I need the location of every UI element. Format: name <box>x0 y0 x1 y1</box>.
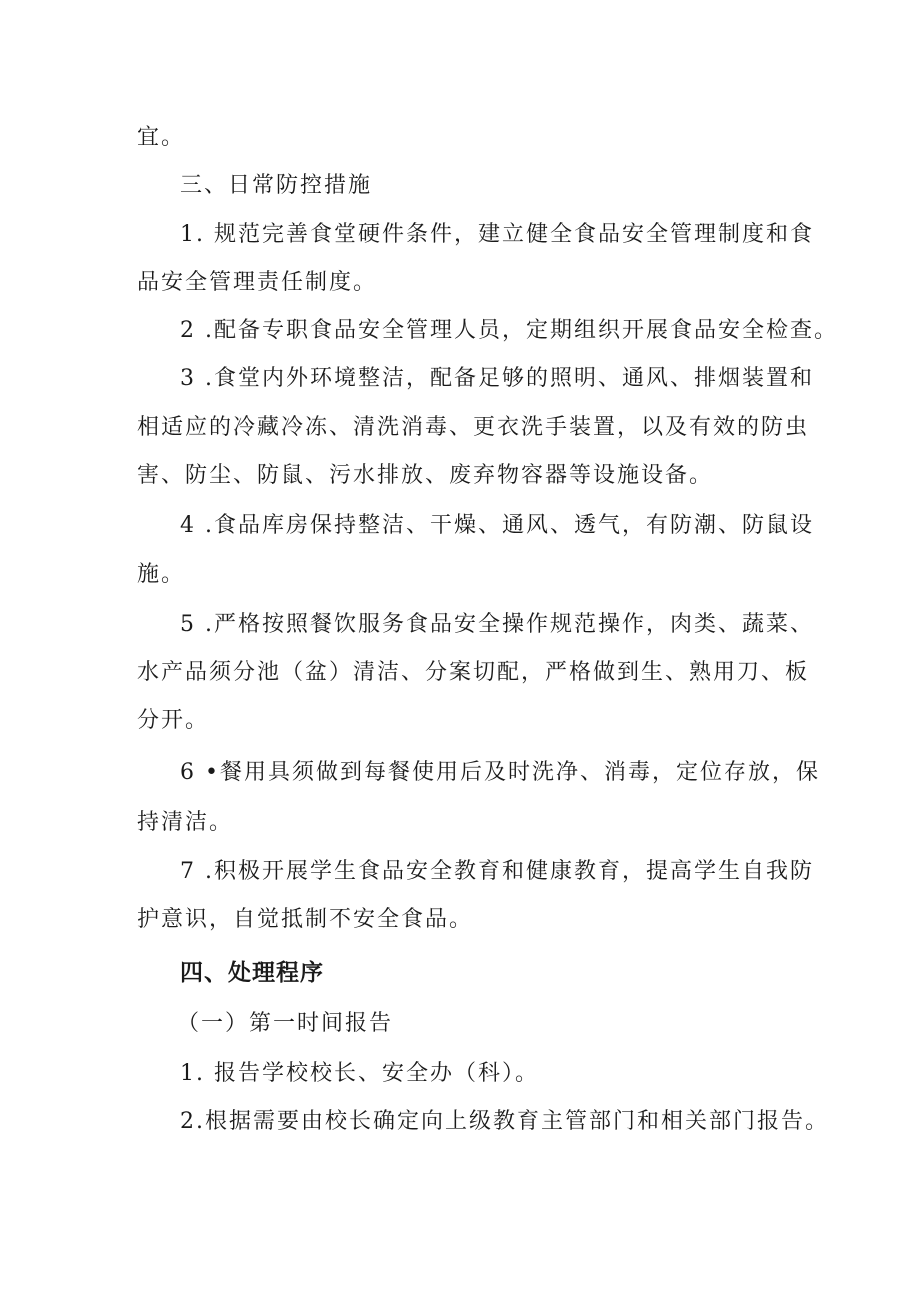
item-6-line-1: 6 •餐用具须做到每餐使用后及时洗净、消毒，定位存放，保 <box>180 760 820 785</box>
item-1-line-1: 1. 规范完善食堂硬件条件，建立健全食品安全管理制度和食 <box>180 222 814 247</box>
section-heading-procedure: 四、处理程序 <box>180 960 324 986</box>
subsection-heading-first-report: （一）第一时间报告 <box>177 1011 394 1036</box>
item-3-line-3: 害、防尘、防鼠、污水排放、废弃物容器等设施设备。 <box>137 463 714 488</box>
procedure-item-1: 1. 报告学校校长、安全办（科）。 <box>180 1061 539 1086</box>
item-5-line-2: 水产品须分池（盆）清洁、分案切配，严格做到生、熟用刀、板 <box>137 660 810 685</box>
item-3-line-1: 3 .食堂内外环境整洁，配备足够的照明、通风、排烟装置和 <box>180 366 814 391</box>
item-2-line-1: 2 .配备专职食品安全管理人员，定期组织开展食品安全检查。 <box>180 318 838 343</box>
item-1-line-2: 品安全管理责任制度。 <box>137 270 378 295</box>
item-4-line-1: 4 .食品库房保持整洁、干燥、通风、透气，有防潮、防鼠设 <box>180 513 814 538</box>
section-heading-daily-prevention: 三、日常防控措施 <box>180 173 373 198</box>
item-5-line-3: 分开。 <box>137 708 210 733</box>
paragraph-continuation: 宜。 <box>137 125 186 150</box>
item-7-line-2: 护意识，自觉抵制不安全食品。 <box>137 907 474 932</box>
item-7-line-1: 7 .积极开展学生食品安全教育和健康教育，提高学生自我防 <box>180 859 814 884</box>
item-3-line-2: 相适应的冷藏冷冻、清洗消毒、更衣洗手装置，以及有效的防虫 <box>137 415 810 440</box>
item-5-line-1: 5 .严格按照餐饮服务食品安全操作规范操作，肉类、蔬菜、 <box>180 612 814 637</box>
procedure-item-2: 2.根据需要由校长确定向上级教育主管部门和相关部门报告。 <box>180 1109 829 1134</box>
item-6-line-2: 持清洁。 <box>137 810 234 835</box>
item-4-line-2: 施。 <box>137 562 186 587</box>
